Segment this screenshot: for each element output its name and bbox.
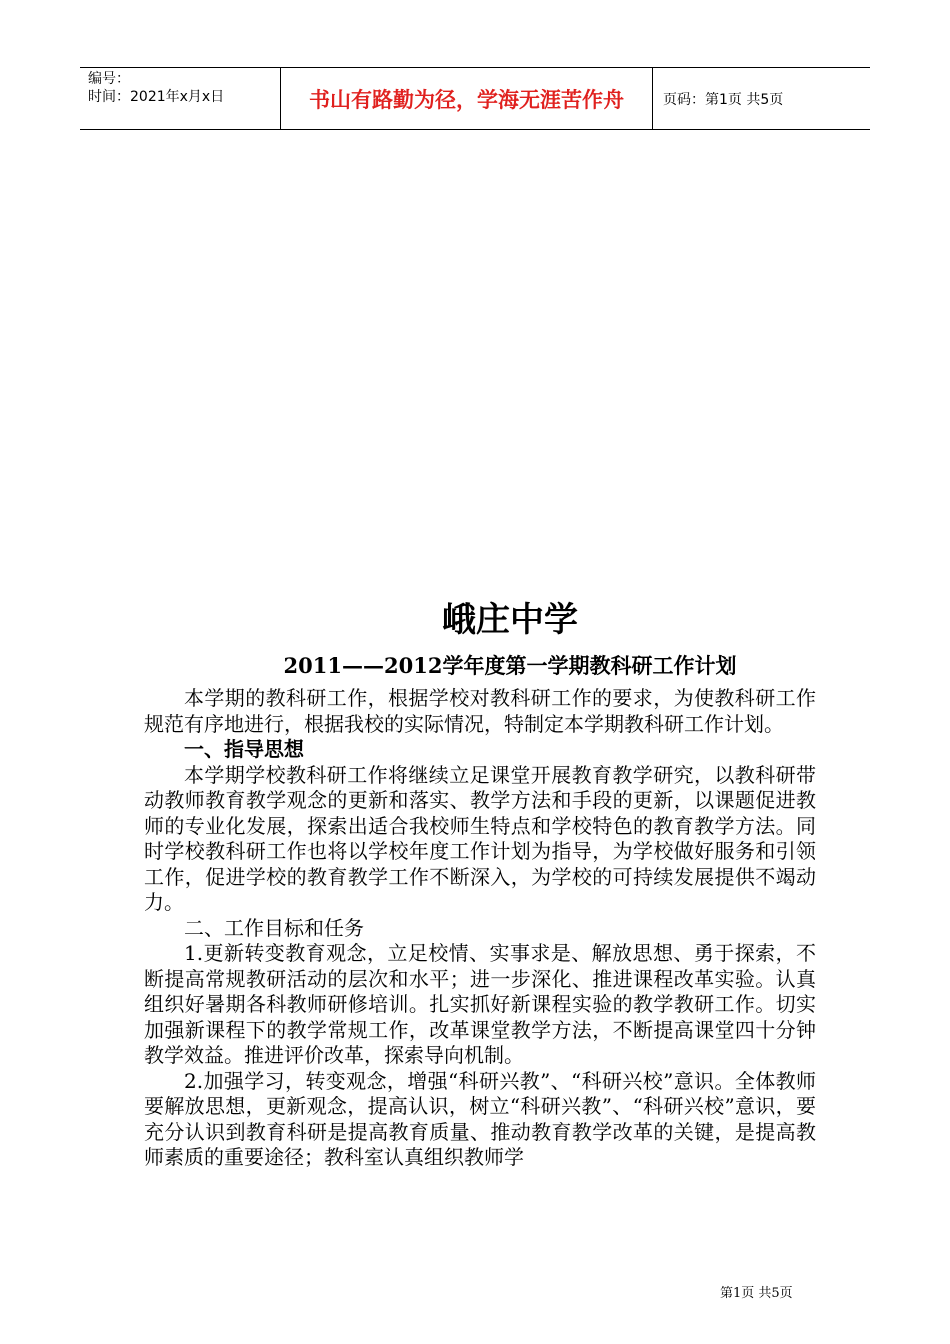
header-motto: 书山有路勤为径，学海无涯苦作舟 <box>281 68 653 129</box>
paragraph-guiding: 本学期学校教科研工作将继续立足课堂开展教育教学研究，以教科研带动教师教育教学观念的更新和落实、教学方法和手段的更新，以课题促进教师的专业化发展，探索出适合我校师生特点和学校特色的教育教学方法。同时学校教科研工作也将以学校年度工作计划为指导，为学校做好服务和引领工作，促进学校的教育教学工作不断深入，为学校的可持续发展提供不竭动力。 <box>144 762 816 914</box>
number-label: 编号： <box>88 71 130 87</box>
document-title: 2011——2012学年度第一学期教科研工作计划 <box>283 653 737 678</box>
page-header <box>80 67 870 130</box>
document-body <box>144 686 816 1171</box>
time-label: 时间：2021年x月x日 <box>88 89 225 105</box>
section-heading-goals: 二、工作目标和任务 <box>184 915 364 940</box>
header-page-label: 页码：第1页 共5页 <box>663 91 784 108</box>
section-heading-guiding: 一、指导思想 <box>184 737 304 761</box>
header-meta <box>80 68 281 129</box>
paragraph-intro: 本学期的教科研工作，根据学校对教科研工作的要求，为使教科研工作规范有序地进行，根据我校的实际情况，特制定本学期教科研工作计划。 <box>144 686 816 736</box>
paragraph-goal-1: 1.更新转变教育观念，立足校情、实事求是、解放思想、勇于探索，不断提高常规教研活动的层次和水平；进一步深化、推进课程改革实验。认真组织好暑期各科教师研修培训。扎实抓好新课程实验的教学教研工作。切实加强新课程下的教学常规工作，改革课堂教学方法，不断提高课堂四十分钟教学效益。推进评价改革，探索导向机制。 <box>144 941 816 1067</box>
school-name: 峨庄中学 <box>442 600 578 640</box>
paragraph-goal-2: 2.加强学习，转变观念，增强“科研兴教”、“科研兴校”意识。全体教师要解放思想，更新观念，提高认识，树立“科研兴教”、“科研兴校”意识，要充分认识到教育科研是提高教育质量、推动教育教学改革的关键，是提高教师素质的重要途径；教科室认真组织教师学 <box>144 1068 816 1169</box>
page-footer: 第1页 共5页 <box>720 1286 793 1301</box>
